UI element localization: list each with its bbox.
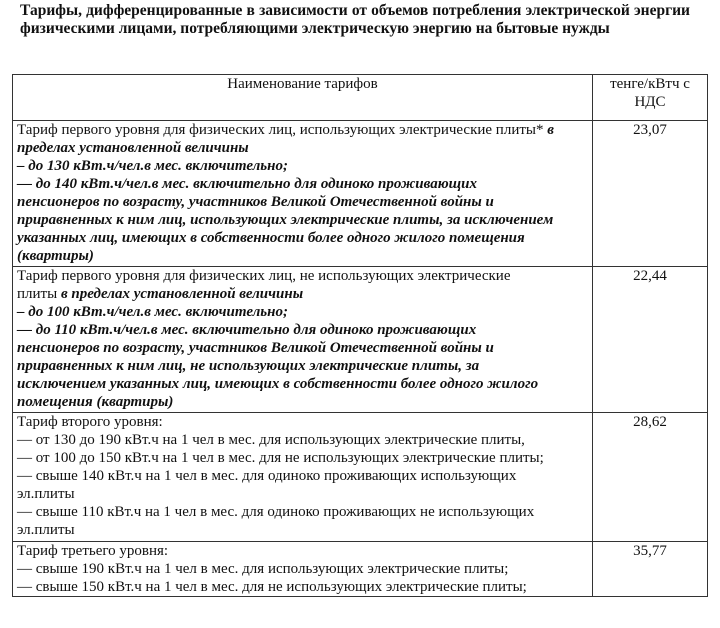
- text-line: пенсионеров по возрасту, участников Великой Отечественной войны и: [17, 340, 494, 356]
- text-line: — от 130 до 190 кВт.ч на 1 чел в мес. для использующих электрические плиты,: [17, 432, 525, 448]
- text-line: Тариф второго уровня:: [17, 414, 163, 430]
- text-line: — свыше 140 кВт.ч на 1 чел в мес. для одиноко проживающих использующих: [17, 468, 517, 484]
- text-line: пределах установленной величины: [17, 140, 249, 156]
- tariff-table: [12, 74, 708, 597]
- tariff-description: [13, 121, 593, 267]
- tariff-price: 22,44: [593, 267, 708, 413]
- table-row: [13, 542, 708, 597]
- text-run: Тариф первого уровня для физических лиц, использующих электрические плиты*: [17, 122, 548, 138]
- text-line: — до 110 кВт.ч/чел.в мес. включительно для одиноко проживающих: [17, 322, 477, 338]
- text-line: эл.плиты: [17, 522, 75, 538]
- text-line: Тариф третьего уровня:: [17, 543, 169, 559]
- text-line: [17, 121, 588, 139]
- text-line: — до 140 кВт.ч/чел.в мес. включительно для одиноко проживающих: [17, 176, 478, 192]
- text-line: – до 100 кВт.ч/чел.в мес. включительно;: [17, 304, 288, 320]
- text-line: пенсионеров по возрасту, участников Великой Отечественной войны и: [17, 194, 494, 210]
- text-line: эл.плиты: [17, 486, 75, 502]
- table-row: [13, 413, 708, 542]
- document-title: Тарифы, дифференцированные в зависимости от объемов потребления электрической энергии физическими лицами, потребляющими электрическую энергию на бытовые нужды: [20, 2, 690, 37]
- header-price-line: НДС: [634, 94, 666, 110]
- text-line: (квартиры): [17, 248, 94, 264]
- text-line: — свыше 110 кВт.ч на 1 чел в мес. для одиноко проживающих не использующих: [17, 504, 535, 520]
- text-line: помещения (квартиры): [17, 394, 174, 410]
- tariff-price: 35,77: [593, 542, 708, 597]
- text-line: приравненных к ним лиц, не использующих электрические плиты, за: [17, 358, 480, 374]
- header-tariff-name: Наименование тарифов: [13, 75, 593, 121]
- text-run: плиты: [17, 286, 61, 302]
- text-line: исключением указанных лиц, имеющих в собственности более одного жилого: [17, 376, 539, 392]
- text-line: приравненных к ним лиц, использующих электрические плиты, за исключением: [17, 212, 554, 228]
- table-row: [13, 121, 708, 267]
- text-run-emphasis: в: [547, 122, 554, 138]
- text-line: указанных лиц, имеющих в собственности более одного жилого помещения: [17, 230, 525, 246]
- header-price-line: тенге/кВтч с: [610, 76, 690, 92]
- text-line: — свыше 150 кВт.ч на 1 чел в мес. для не использующих электрические плиты;: [17, 579, 527, 595]
- table-header-row: [13, 75, 708, 121]
- tariff-price: 28,62: [593, 413, 708, 542]
- text-line: [17, 285, 588, 303]
- header-price-unit: [593, 75, 708, 121]
- tariff-description: [13, 267, 593, 413]
- text-line: — от 100 до 150 кВт.ч на 1 чел в мес. для не использующих электрические плиты;: [17, 450, 544, 466]
- text-line: Тариф первого уровня для физических лиц, не использующих электрические: [17, 268, 511, 284]
- text-line: — свыше 190 кВт.ч на 1 чел в мес. для использующих электрические плиты;: [17, 561, 509, 577]
- text-line: – до 130 кВт.ч/чел.в мес. включительно;: [17, 158, 288, 174]
- tariff-price: 23,07: [593, 121, 708, 267]
- table-row: [13, 267, 708, 413]
- tariff-description: [13, 542, 593, 597]
- tariff-description: [13, 413, 593, 542]
- text-run-emphasis: в пределах установленной величины: [60, 286, 304, 302]
